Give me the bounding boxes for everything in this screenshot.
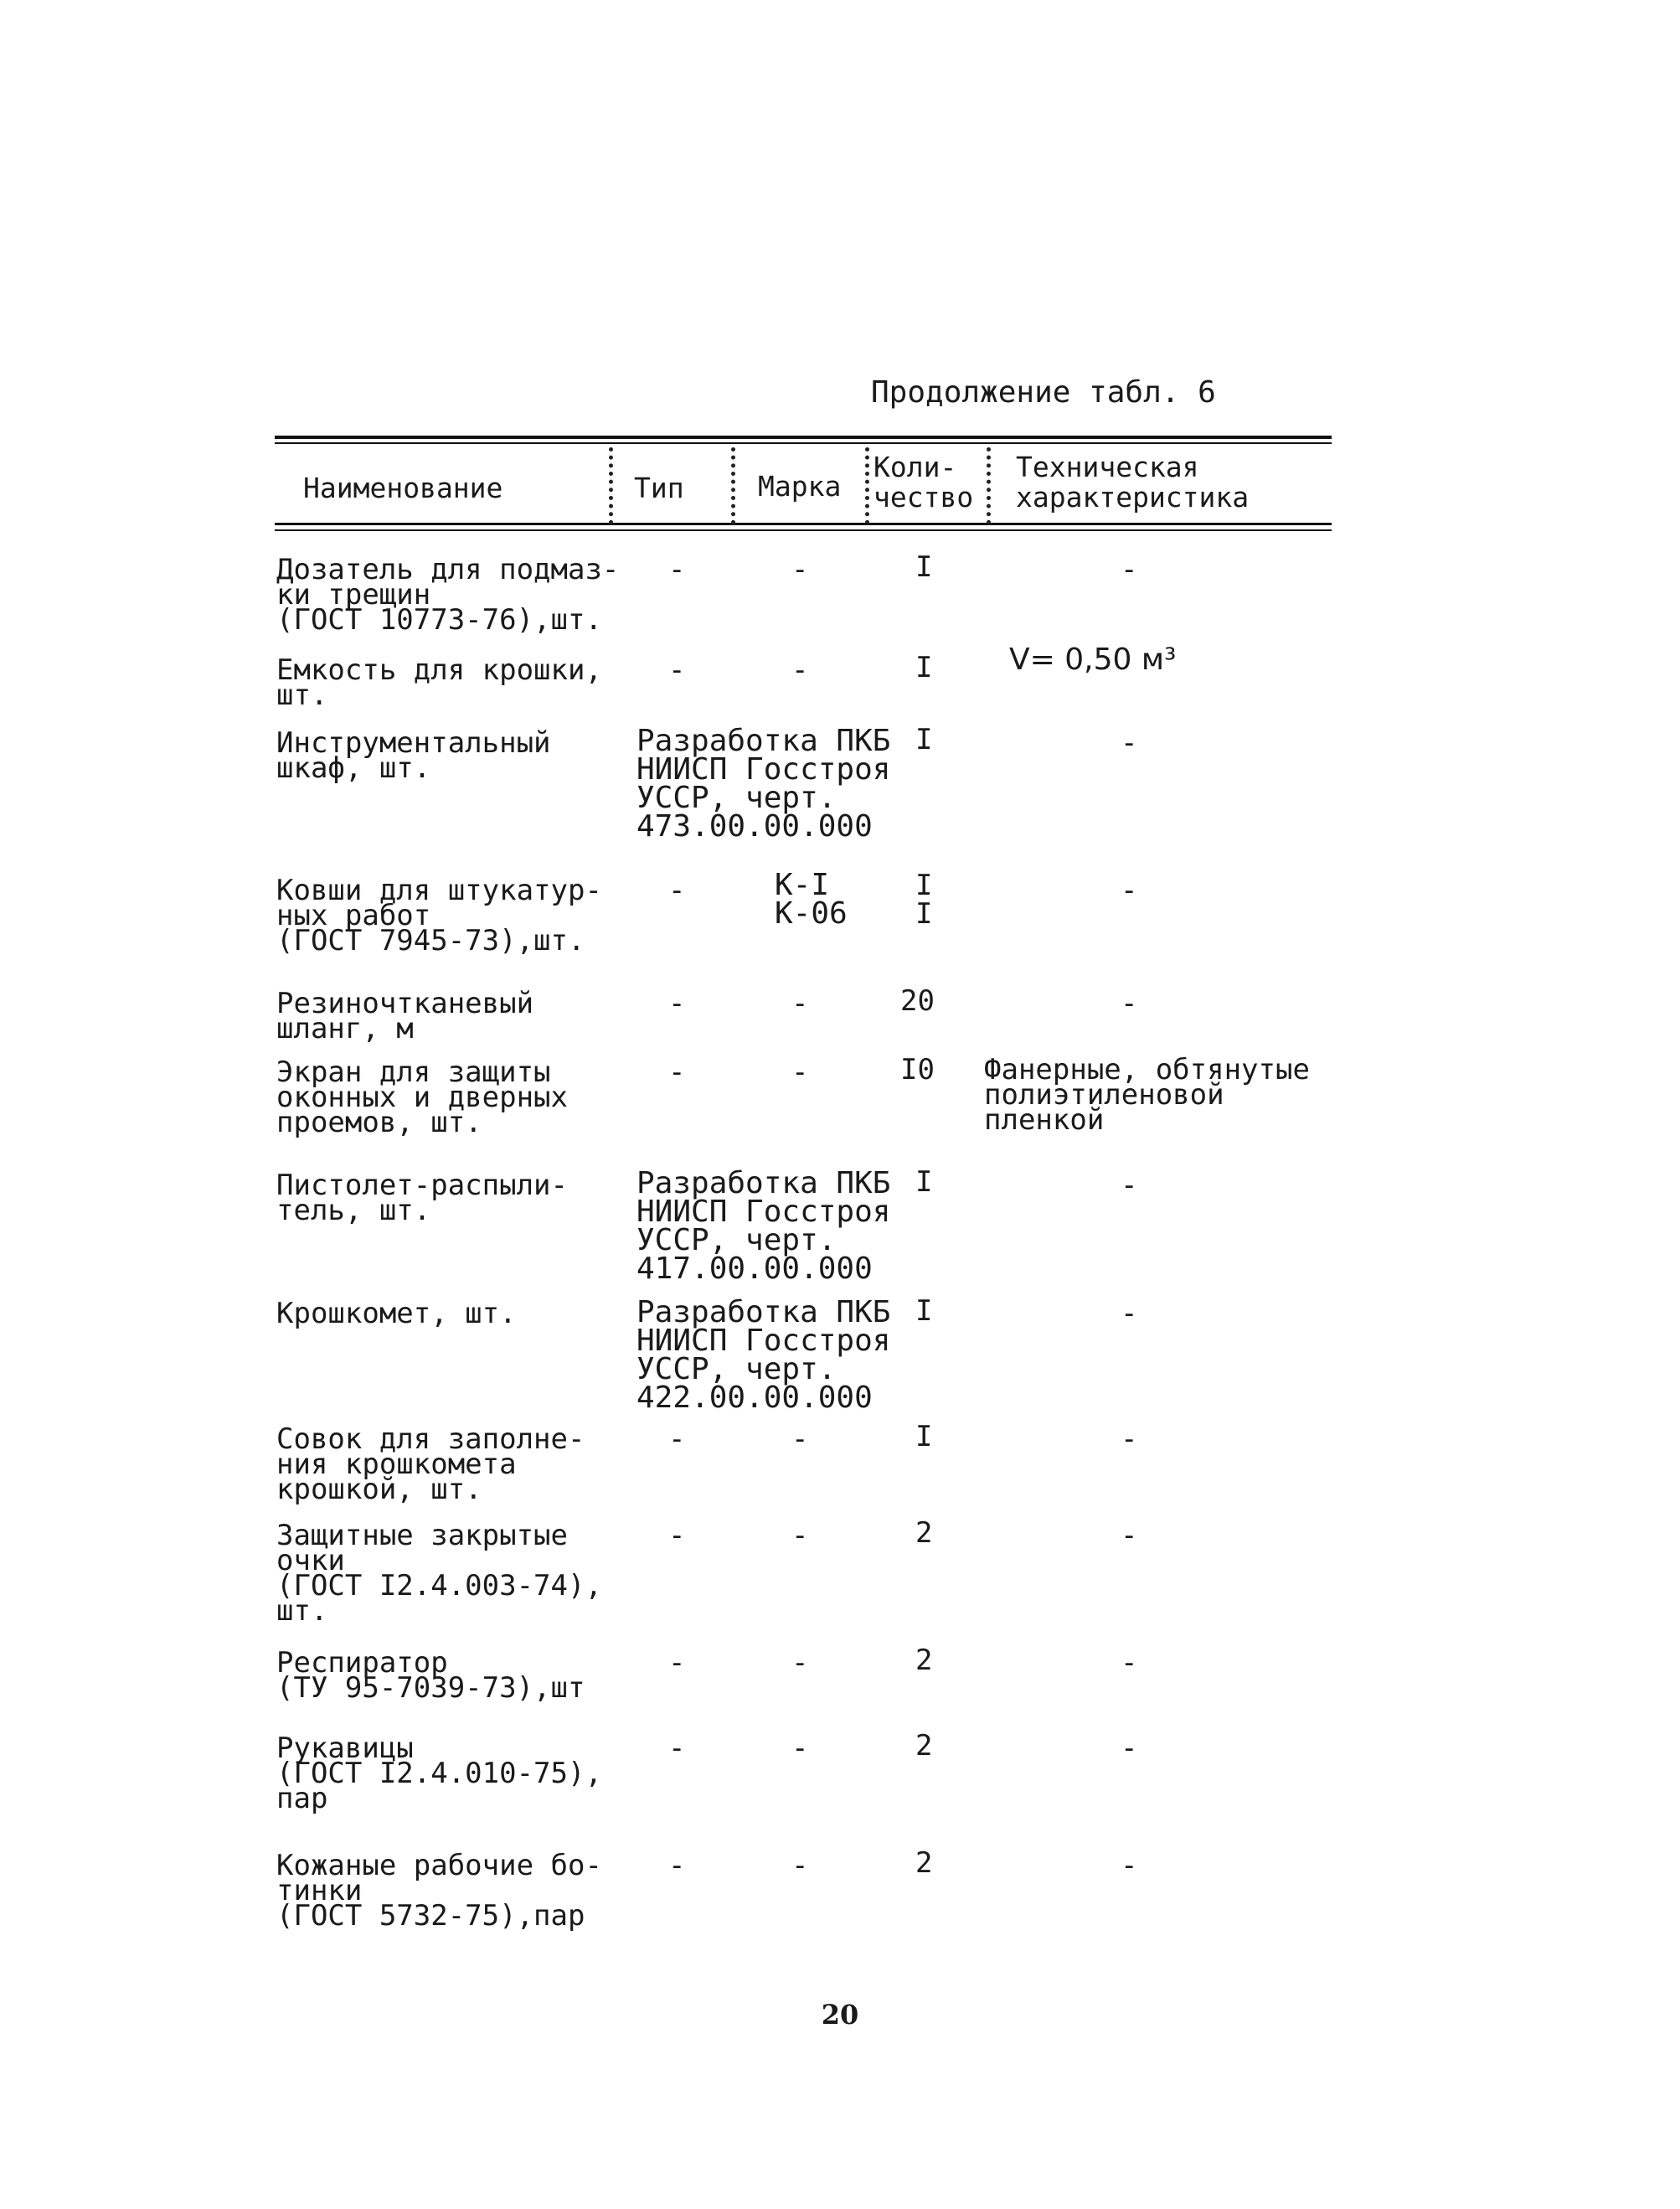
row-specification: - (1121, 1849, 1138, 1882)
row-mark: - (791, 1519, 809, 1552)
row-specification: - (1121, 1297, 1138, 1330)
row-name: Защитные закрытые очки (ГОСТ I2.4.003-74), шт. (276, 1519, 602, 1628)
row-type: Разработка ПКБ НИИСП Госстроя УССР, черт. 473.00.00.000 (636, 724, 891, 844)
column-divider (731, 447, 735, 524)
row-type: - (668, 987, 686, 1020)
row-name: Крошкомет, шт. (276, 1297, 517, 1330)
row-specification: - (1121, 1519, 1138, 1552)
row-specification: - (1121, 1169, 1138, 1202)
column-header-specification: Техническая характеристика (1016, 451, 1250, 514)
row-quantity: I (915, 723, 933, 756)
row-quantity: I (915, 1420, 933, 1453)
column-header-quantity: Коли- чество (873, 451, 974, 514)
row-type: - (668, 1849, 686, 1882)
row-name: Емкость для крошки, шт. (276, 653, 602, 712)
row-specification: - (1121, 553, 1138, 586)
row-name: Кожаные рабочие бо- тинки (ГОСТ 5732-75),пар (276, 1849, 602, 1933)
row-name: Ковши для штукатур- ных работ (ГОСТ 7945-73),шт. (276, 874, 602, 957)
row-specification: - (1121, 1646, 1138, 1680)
row-mark: К-I К-06 (775, 868, 848, 931)
row-name: Инструментальный шкаф, шт. (276, 726, 551, 785)
row-mark: - (791, 987, 809, 1020)
row-mark: - (791, 1422, 809, 1456)
row-type: - (668, 553, 686, 586)
row-quantity: I (915, 550, 933, 584)
row-quantity: 2 (915, 1846, 933, 1880)
table-caption: Продолжение табл. 6 (871, 375, 1216, 410)
header-bottom-rule (275, 523, 1332, 525)
row-type: - (668, 1519, 686, 1552)
row-name: Рукавицы (ГОСТ I2.4.010-75), пар (276, 1732, 602, 1815)
row-name: Экран для защиты оконных и дверных проемов, шт. (276, 1055, 568, 1139)
row-type: - (668, 1732, 686, 1765)
row-quantity: I (915, 1294, 933, 1328)
row-name: Пистолет-распыли- тель, шт. (276, 1169, 568, 1227)
row-name: Респиратор (ТУ 95-7039-73),шт (276, 1646, 585, 1705)
row-specification: Фанерные, обтянутые полиэтиленовой пленкой (984, 1053, 1310, 1137)
row-mark: - (791, 1732, 809, 1765)
row-quantity: I I (915, 869, 933, 931)
header-top-rule-inner (275, 442, 1332, 444)
row-quantity: 2 (915, 1729, 933, 1763)
row-quantity: I0 (900, 1053, 935, 1086)
column-divider (987, 447, 991, 524)
row-quantity: 2 (915, 1516, 933, 1550)
row-name: Совок для заполне- ния крошкомета крошкой, шт. (276, 1422, 585, 1506)
row-specification: - (1121, 726, 1138, 760)
row-specification: - (1121, 874, 1138, 907)
column-header-mark: Марка (758, 470, 842, 503)
row-type: Разработка ПКБ НИИСП Госстроя УССР, черт. 417.00.00.000 (636, 1166, 891, 1286)
row-specification: - (1121, 987, 1138, 1020)
row-mark: - (791, 1849, 809, 1882)
page-number: 20 (821, 1999, 859, 2031)
column-divider (865, 447, 869, 524)
header-bottom-rule-inner (275, 529, 1332, 531)
row-type: - (668, 653, 686, 687)
row-type: Разработка ПКБ НИИСП Госстроя УССР, черт. 422.00.00.000 (636, 1295, 891, 1415)
column-divider (609, 447, 613, 524)
row-name: Дозатель для подмаз- ки трещин (ГОСТ 10773-76),шт. (276, 553, 620, 637)
row-quantity: I (915, 1165, 933, 1199)
row-specification: - (1121, 1732, 1138, 1765)
row-quantity: 20 (900, 984, 935, 1018)
row-mark: - (791, 1055, 809, 1089)
row-type: - (668, 1422, 686, 1456)
row-type: - (668, 1055, 686, 1089)
row-specification: - (1121, 1422, 1138, 1456)
column-header-type: Тип (634, 472, 684, 504)
row-mark: - (791, 553, 809, 586)
row-name: Резиночтканевый шланг, м (276, 987, 534, 1045)
row-mark: - (791, 653, 809, 687)
row-specification: V= 0,50 м³ (1009, 643, 1177, 677)
row-quantity: I (915, 651, 933, 684)
row-type: - (668, 874, 686, 907)
header-top-rule (275, 436, 1332, 439)
column-header-name: Наименование (303, 472, 503, 504)
row-type: - (668, 1646, 686, 1680)
row-mark: - (791, 1646, 809, 1680)
row-quantity: 2 (915, 1644, 933, 1677)
